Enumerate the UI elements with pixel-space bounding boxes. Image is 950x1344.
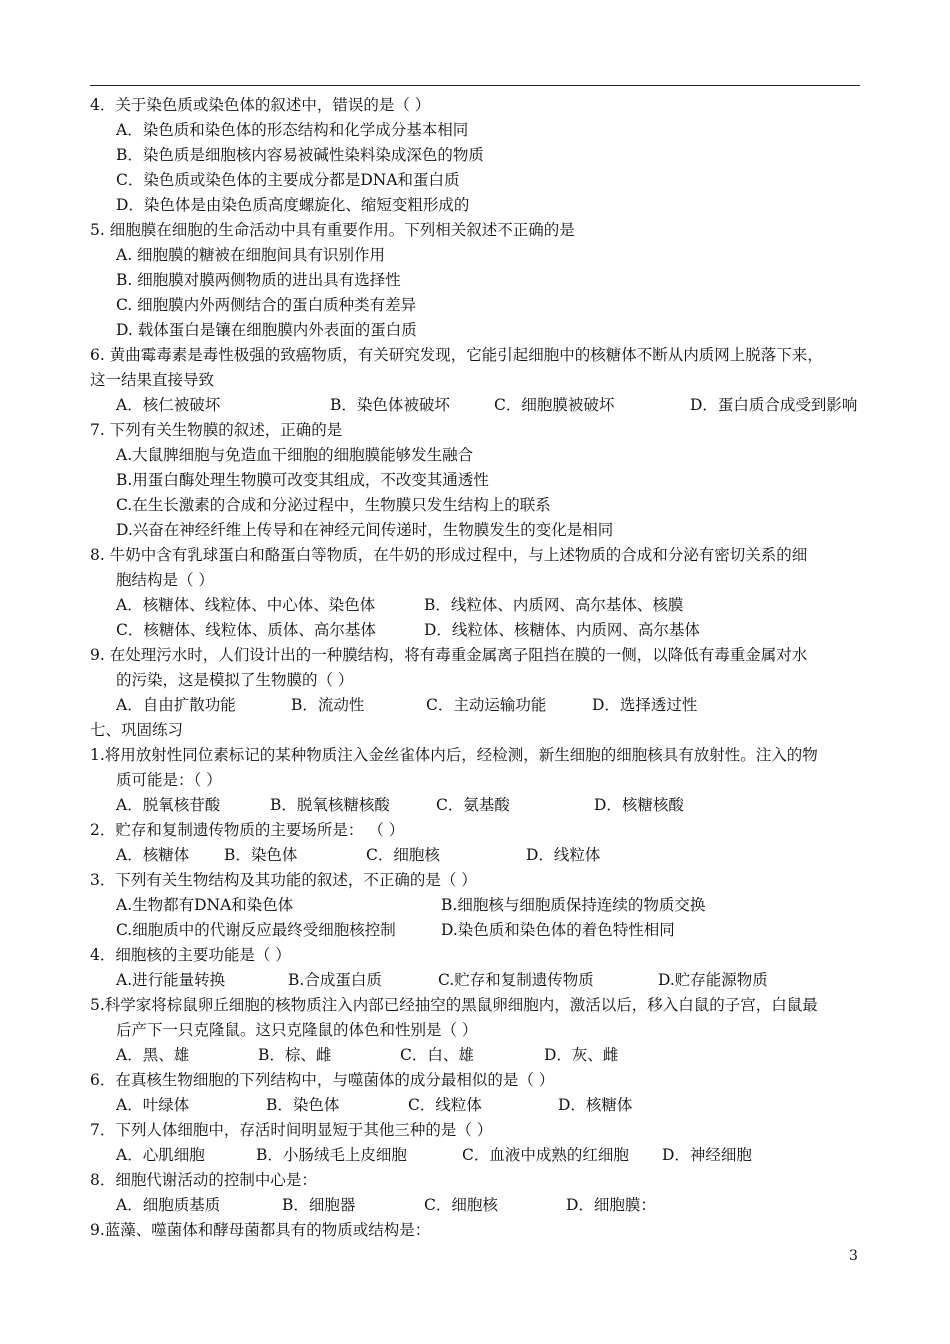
question-b4: 4．细胞核的主要功能是（ ） (90, 946, 291, 964)
option: B．流动性 (291, 696, 365, 714)
question-b5: 5.科学家将棕鼠卵丘细胞的核物质注入内部已经抽空的黑鼠卵细胞内，激活以后，移入白鼠的子宫，白鼠最 (90, 996, 818, 1014)
option: B．细胞器 (282, 1196, 356, 1214)
option: C．细胞核 (424, 1196, 498, 1214)
options-row (90, 593, 880, 618)
option: C. 细胞膜内外两侧结合的蛋白质种类有差异 (116, 296, 417, 314)
question-b2: 2．贮存和复制遗传物质的主要场所是： （ ） (90, 821, 405, 839)
question-b8: 8．细胞代谢活动的控制中心是： (90, 1171, 317, 1189)
options-row (90, 618, 880, 643)
options-row (90, 968, 880, 993)
question-b1: 1.将用放射性同位素标记的某种物质注入金丝雀体内后，经检测，新生细胞的细胞核具有放射性。注入的物 (90, 746, 818, 764)
question-6: 6. 黄曲霉毒素是毒性极强的致癌物质，有关研究发现，它能引起细胞中的核糖体不断从内质网上脱落下来， (90, 346, 823, 364)
option: C.细胞质中的代谢反应最终受细胞核控制 (116, 921, 396, 939)
question-8: 8. 牛奶中含有乳球蛋白和酪蛋白等物质，在牛奶的形成过程中，与上述物质的合成和分泌有密切关系的细 (90, 546, 808, 564)
section-title: 七、巩固练习 (90, 721, 184, 739)
options-row (90, 918, 880, 943)
option: C.在生长激素的合成和分泌过程中，生物膜只发生结构上的联系 (116, 496, 551, 514)
option: C．细胞核 (366, 846, 440, 864)
option: C．白、雄 (400, 1046, 474, 1064)
option: A．黑、雄 (116, 1046, 190, 1064)
options-row (90, 1043, 880, 1068)
option: D．神经细胞 (662, 1146, 752, 1164)
question-b1-cont: 质可能是：（ ） (116, 771, 222, 789)
question-6-cont: 这一结果直接导致 (90, 371, 215, 389)
options-row (90, 693, 880, 718)
option: C.贮存和复制遗传物质 (438, 971, 594, 989)
option: B．脱氧核糖核酸 (270, 796, 390, 814)
option: A.生物都有DNA和染色体 (116, 896, 294, 914)
page-number: 3 (849, 1248, 858, 1264)
options-row (90, 843, 880, 868)
option: A.大鼠脾细胞与免造血干细胞的细胞膜能够发生融合 (116, 446, 474, 464)
option: B．小肠绒毛上皮细胞 (256, 1146, 407, 1164)
option: C．线粒体 (408, 1096, 482, 1114)
question-b3: 3．下列有关生物结构及其功能的叙述，不正确的是（ ） (90, 871, 477, 889)
option: C．氨基酸 (436, 796, 510, 814)
question-8-cont: 胞结构是（ ） (116, 571, 214, 589)
option: A.进行能量转换 (116, 971, 226, 989)
header-rule (90, 85, 860, 86)
option: B.用蛋白酶处理生物膜可改变其组成，不改变其通透性 (116, 471, 489, 489)
option: A．脱氧核苷酸 (116, 796, 221, 814)
option: B．染色体 (266, 1096, 340, 1114)
options-row (90, 1193, 880, 1218)
question-b7: 7．下列人体细胞中，存活时间明显短于其他三种的是（ ） (90, 1121, 493, 1139)
options-row (90, 1093, 880, 1118)
option: B.细胞核与细胞质保持连续的物质交换 (441, 896, 706, 914)
option: B．线粒体、内质网、高尔基体、核膜 (424, 596, 684, 614)
option: B.合成蛋白质 (288, 971, 382, 989)
option: C．染色质或染色体的主要成分都是DNA和蛋白质 (116, 171, 460, 189)
question-7: 7. 下列有关生物膜的叙述，正确的是 (90, 421, 343, 439)
question-4: 4．关于染色质或染色体的叙述中，错误的是（ ） (90, 96, 431, 114)
option: D．染色体是由染色质高度螺旋化、缩短变粗形成的 (116, 196, 470, 214)
option: C．细胞膜被破坏 (494, 396, 615, 414)
option: D.染色质和染色体的着色特性相同 (441, 921, 675, 939)
option: C．核糖体、线粒体、质体、高尔基体 (116, 621, 376, 639)
options-row (90, 1143, 880, 1168)
document-body (90, 93, 880, 1243)
question-b5-cont: 后产下一只克隆鼠。这只克隆鼠的体色和性别是（ ） (116, 1021, 478, 1039)
option: D．核糖核酸 (594, 796, 684, 814)
options-row (90, 893, 880, 918)
option: C．主动运输功能 (426, 696, 547, 714)
option: D．线粒体 (526, 846, 601, 864)
option: D．选择透过性 (592, 696, 698, 714)
option: A．心肌细胞 (116, 1146, 205, 1164)
option: D.贮存能源物质 (658, 971, 768, 989)
option: D．线粒体、核糖体、内质网、高尔基体 (424, 621, 700, 639)
option: B. 细胞膜对膜两侧物质的进出具有选择性 (116, 271, 401, 289)
option: A．染色质和染色体的形态结构和化学成分基本相同 (116, 121, 469, 139)
option: B．染色体被破坏 (330, 396, 450, 414)
option: D．蛋白质合成受到影响 (690, 396, 858, 414)
option: B．棕、雌 (258, 1046, 332, 1064)
option: D．细胞膜： (566, 1196, 656, 1214)
option: A．细胞质基质 (116, 1196, 221, 1214)
option: D. 载体蛋白是镶在细胞膜内外表面的蛋白质 (116, 321, 417, 339)
question-9: 9. 在处理污水时，人们设计出的一种膜结构，将有毒重金属离子阻挡在膜的一侧，以降低有毒重金属对水 (90, 646, 808, 664)
option: A．叶绿体 (116, 1096, 190, 1114)
option: A．核仁被破坏 (116, 396, 221, 414)
options-row (90, 793, 880, 818)
option: B．染色质是细胞核内容易被碱性染料染成深色的物质 (116, 146, 484, 164)
question-5: 5. 细胞膜在细胞的生命活动中具有重要作用。下列相关叙述不正确的是 (90, 221, 575, 239)
option: D．核糖体 (558, 1096, 633, 1114)
question-b6: 6．在真核生物细胞的下列结构中，与噬菌体的成分最相似的是（ ） (90, 1071, 555, 1089)
option: A. 细胞膜的糖被在细胞间具有识别作用 (116, 246, 386, 264)
options-row (90, 393, 880, 418)
option: D.兴奋在神经纤维上传导和在神经元间传递时，生物膜发生的变化是相同 (116, 521, 614, 539)
option: A．自由扩散功能 (116, 696, 236, 714)
option: C．血液中成熟的红细胞 (462, 1146, 629, 1164)
option: A．核糖体 (116, 846, 190, 864)
option: D．灰、雌 (544, 1046, 619, 1064)
option: B．染色体 (224, 846, 298, 864)
option: A．核糖体、线粒体、中心体、染色体 (116, 596, 376, 614)
question-b9: 9.蓝藻、噬菌体和酵母菌都具有的物质或结构是： (90, 1221, 431, 1239)
question-9-cont: 的污染，这是模拟了生物膜的（ ） (116, 671, 354, 689)
